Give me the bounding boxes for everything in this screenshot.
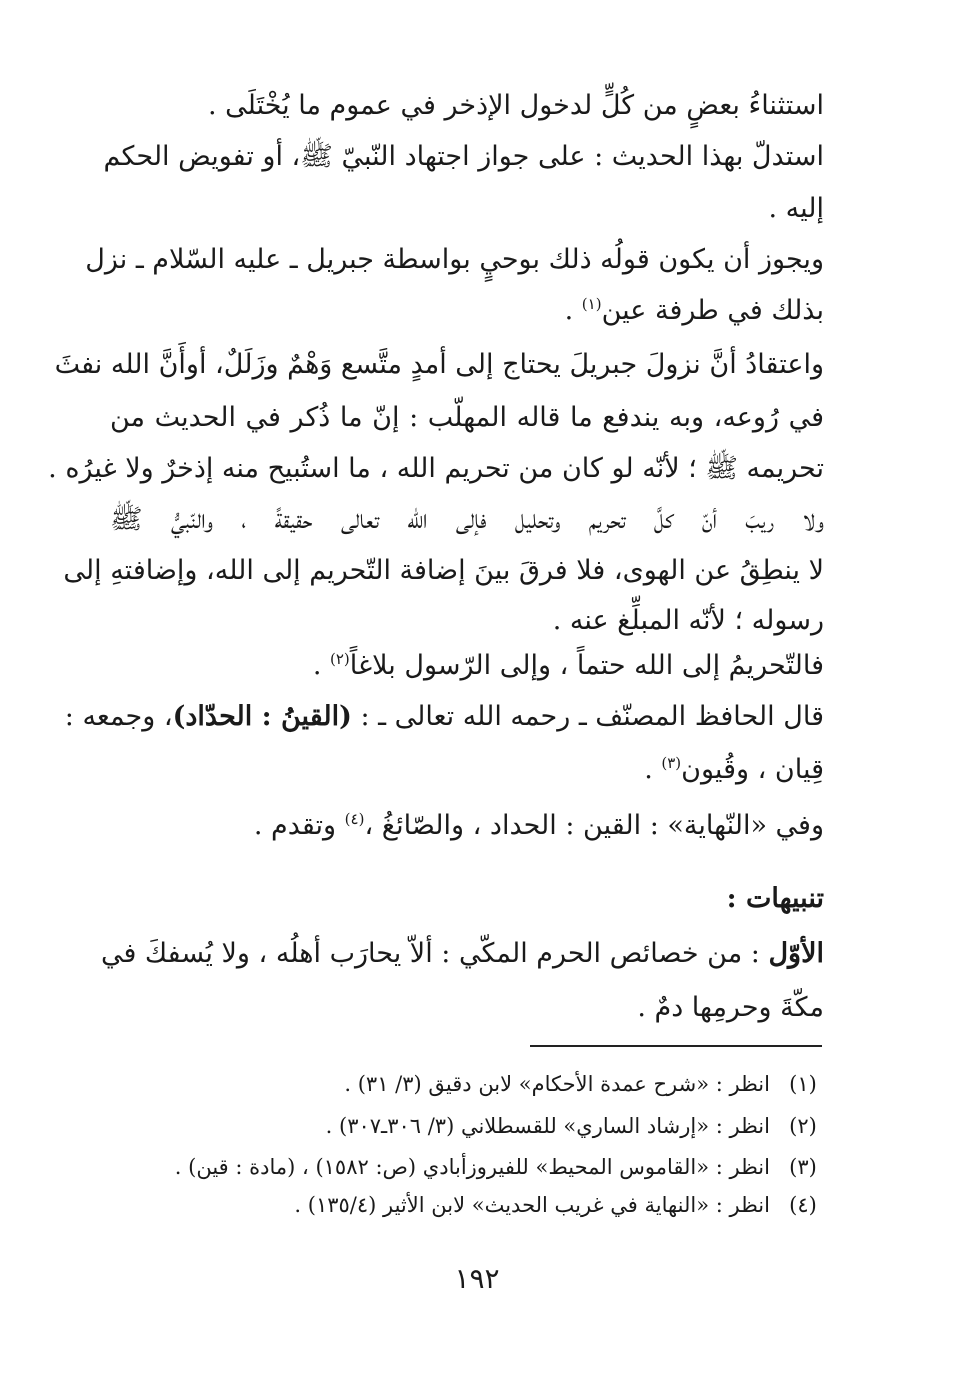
footnote-text: انظر : «النهاية في غريب الحديث» لابن الأثير (١٣٥/٤) . [294, 1193, 770, 1217]
footnote-text: انظر : «شرح عمدة الأحكام» لابن دقيق (٣/ ٣١) . [344, 1072, 770, 1096]
footnote-ref[interactable]: (٤) [344, 810, 365, 828]
body-line: استدلّ بهذا الحديث : على جواز اجتهاد النّبيّ ﷺ، أو تفويض الحكم [103, 141, 824, 172]
footnote [344, 1072, 824, 1096]
body-line: واعتقادُ أنَّ نزولَ جبريلَ يحتاج إلى أمدٍ متَّسع وَهْمٌ وزَلَلٌ، أوأَنَّ الله نفثَ [54, 349, 824, 380]
page-number: ١٩٢ [454, 1262, 500, 1295]
footnote-ref[interactable]: (٢) [330, 650, 350, 668]
footnote [175, 1155, 824, 1179]
body-line: استثناءُ بعضٍ من كُلٍّ لدخول الإذخر في عموم ما يُخْتَلَى . [207, 90, 824, 121]
body-line [644, 756, 824, 783]
footnote-number: (٤) [789, 1193, 817, 1217]
body-text: وتقدم . [253, 810, 345, 841]
body-line: لا ينطِقُ عن الهوى، فلا فرقَ بينَ إضافة التّحريم إلى الله، وإضافتهِ إلى [63, 555, 824, 586]
body-text: قال الحافظ المصنّف ـ رحمه الله تعالى ـ : [351, 701, 824, 732]
body-line: في رُوعه، وبه يندفع ما قاله المهلّب : إنّ ما ذُكر في الحديث من [110, 402, 824, 433]
footnote-divider [530, 1045, 822, 1047]
body-text: قِيان ، وقُيون [681, 754, 824, 785]
body-line [100, 938, 824, 969]
footnote-text: انظر : «القاموس المحيط» للفيروزأبادي (ص: ١٥٨٢) ، (مادة : قين) . [174, 1155, 770, 1179]
body-line: ويجوز أن يكون قولُه ذلك بوحيٍ بواسطة جبريل ـ عليه السّلام ـ نزل [85, 244, 824, 275]
footnote [294, 1193, 824, 1217]
body-line: ولا ريبَ أنّ كلَّ تحريم وتحليل فإلى الله تعالى حقيقةً ، والنّبيُّ ﷺ [110, 504, 824, 535]
quoted-term: (القينُ : الحدّاد) [172, 701, 352, 732]
body-line: مكّةَ وحرمِها دمٌ . [637, 992, 824, 1023]
body-line: إليه . [768, 193, 824, 224]
body-line: رسوله ؛ لأنّه المبلِّغ عنه . [552, 605, 824, 636]
footnote [326, 1114, 824, 1138]
footnote-number: (١) [789, 1072, 817, 1096]
body-line: تحريمه ﷺ ؛ لأنّه لو كان من تحريم الله ، ما استُبيح منه إذخرٌ ولا غيرُه . [48, 453, 824, 484]
body-line [313, 652, 824, 679]
footnote-ref[interactable]: (١) [581, 295, 602, 313]
footnote-number: (٢) [789, 1114, 817, 1138]
footnote-text: انظر : «إرشاد الساري» للقسطلاني (٣/ ٣٠٦ـ٣٠٧) . [325, 1114, 770, 1138]
footnote-number: (٣) [789, 1155, 817, 1179]
body-line [254, 812, 824, 839]
body-line [64, 701, 824, 732]
body-text: بذلك في طرفة عين [601, 295, 824, 326]
period: . [312, 650, 330, 681]
body-line [565, 297, 824, 324]
footnote-ref[interactable]: (٣) [661, 754, 682, 772]
body-text: ، وجمعه : [64, 701, 173, 732]
period: . [564, 295, 582, 326]
body-text: وفي «النّهاية» : القين : الحداد ، والصّائغُ ، [364, 810, 824, 841]
body-text: فالتّحريمُ إلى الله حتماً ، وإلى الرّسول بلاغاً [349, 650, 824, 681]
period: . [644, 754, 662, 785]
body-text: : من خصائص الحرم المكّي : ألاّ يحارَب أهلُه ، ولا يُسفكَ في [100, 938, 769, 969]
note-label: الأوّل [768, 938, 824, 969]
section-heading: تنبيهات : [726, 883, 824, 914]
